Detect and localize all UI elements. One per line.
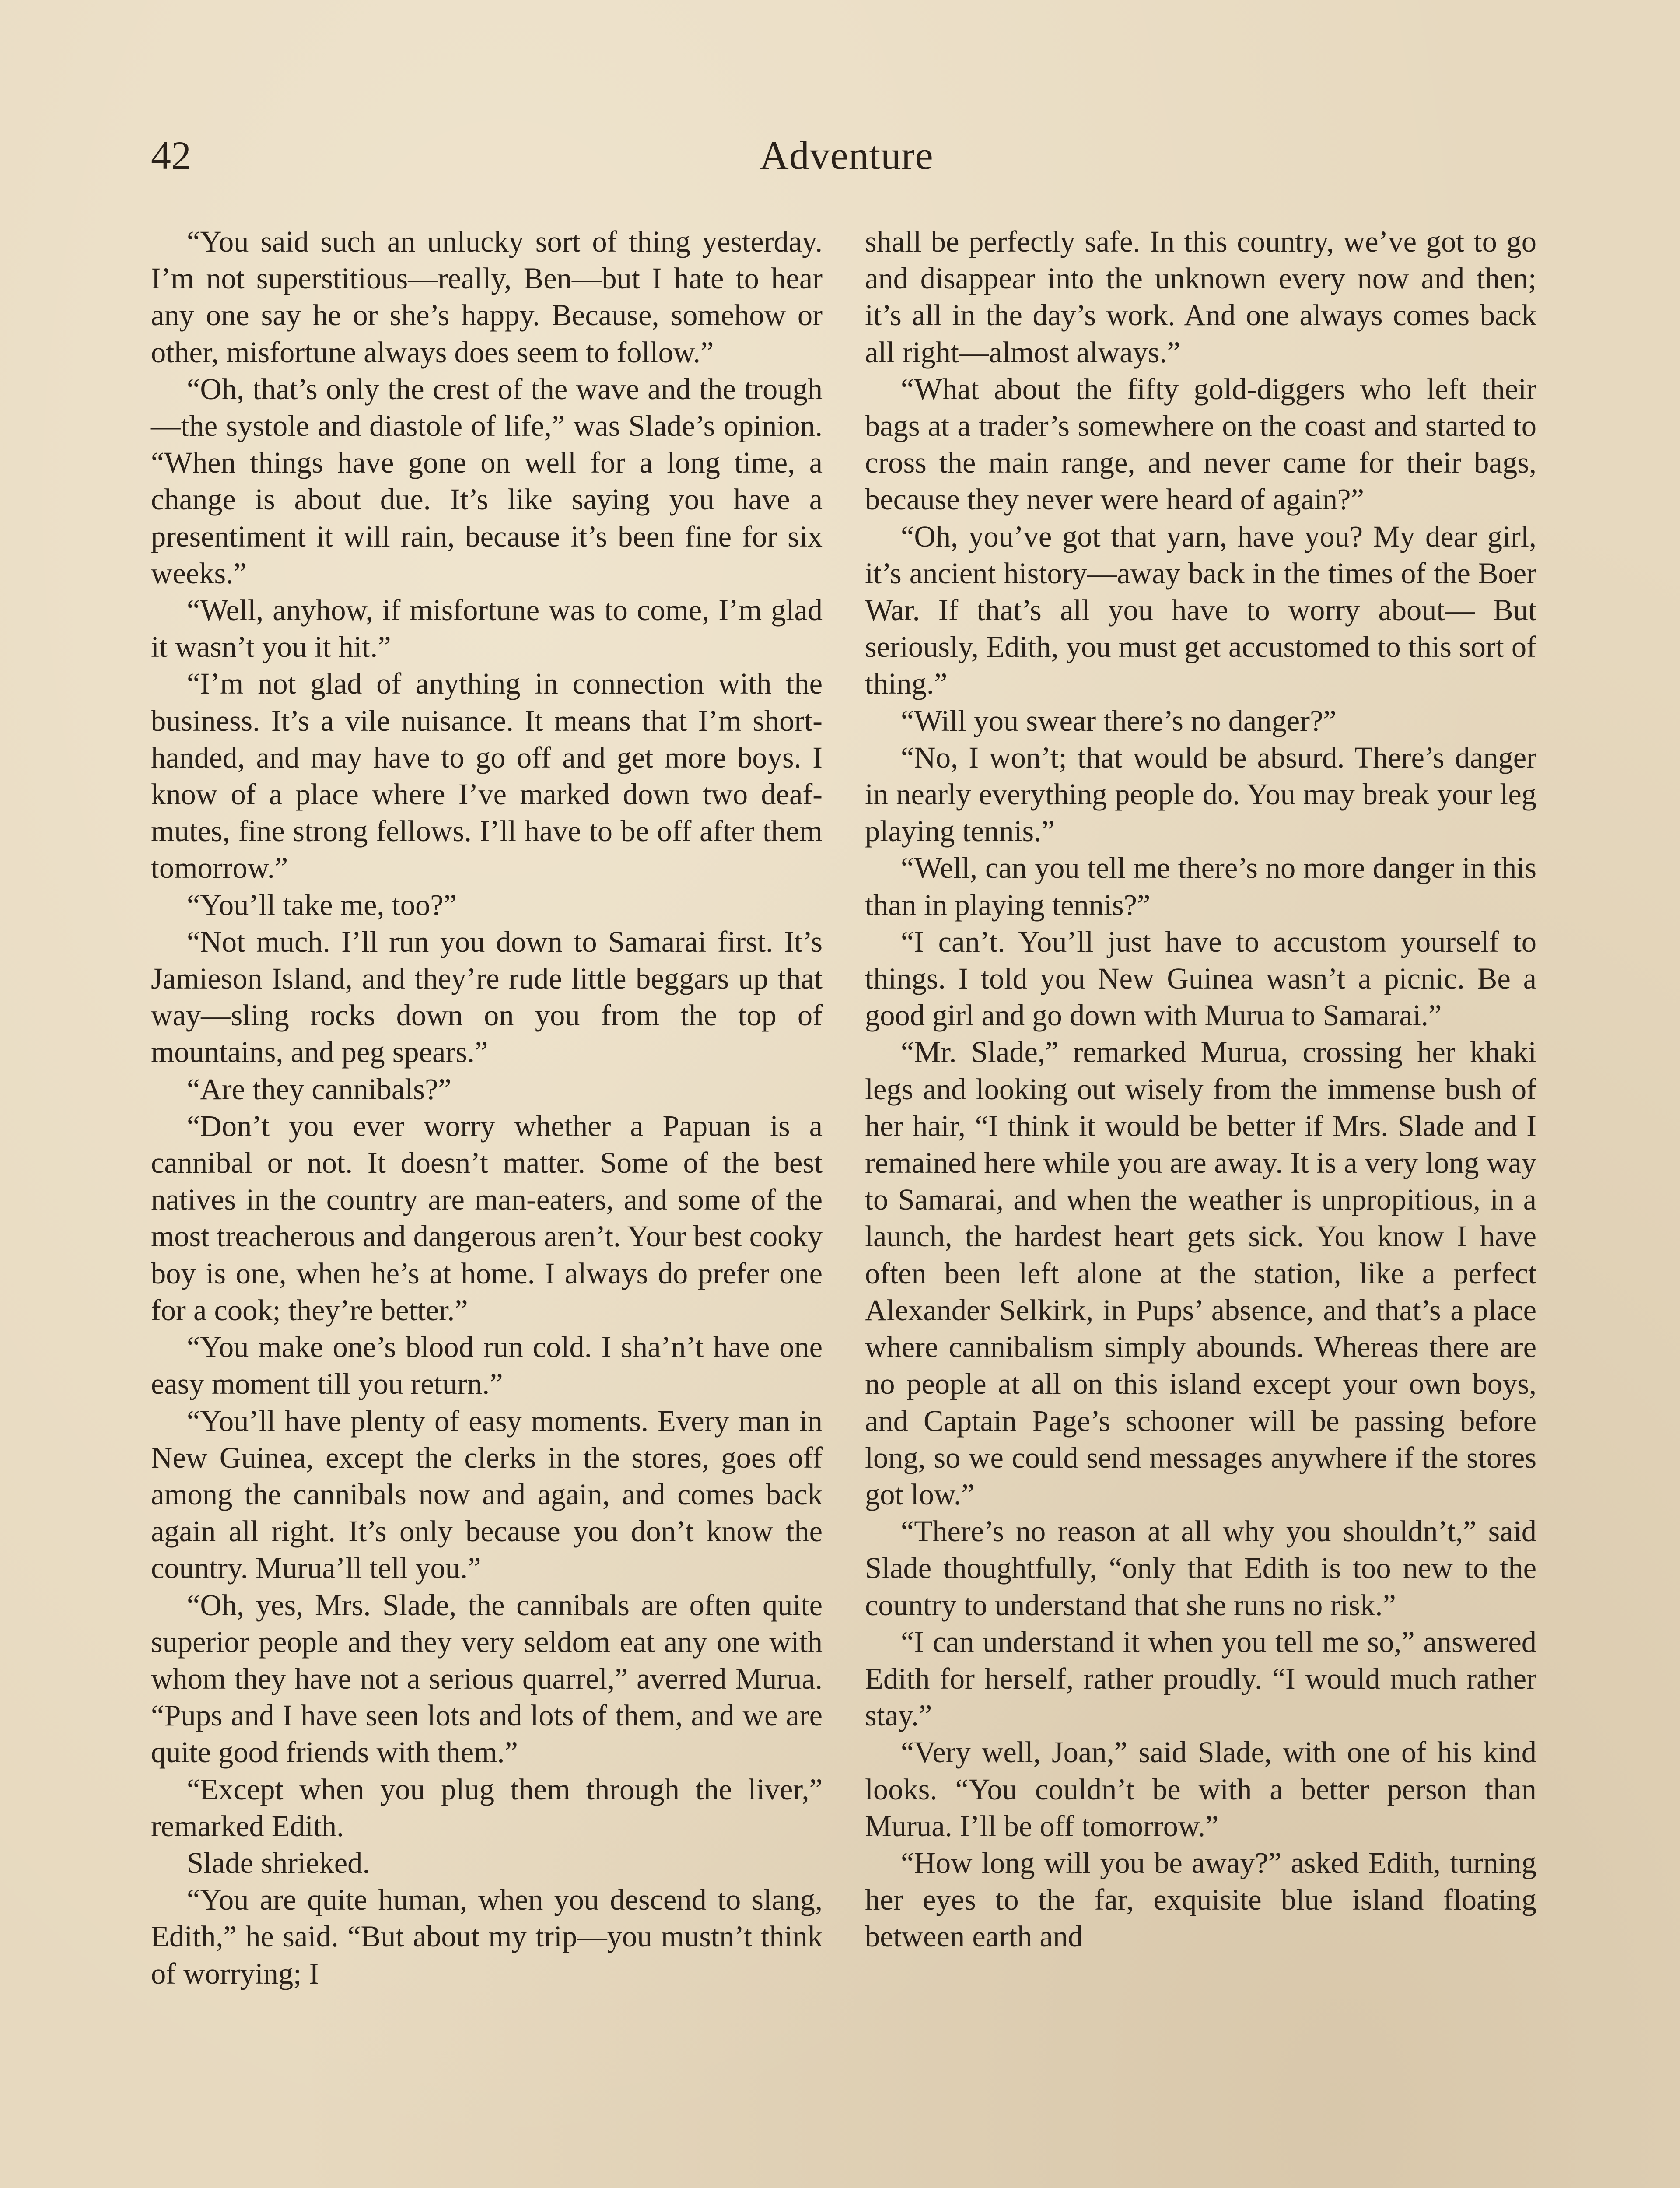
paragraph: “You are quite human, when you descend to slang, Edith,” he said. “But about my trip—you mustn’t think of worrying; I <box>151 1883 822 1990</box>
paragraph: “Oh, that’s only the crest of the wave and the trough—the systole and diastole of life,” was Slade’s opinion. “When things have gone on well for a long time, a change is about due. It’s like saying you have a presentiment it will rain, because it’s been fine for six weeks.” <box>151 372 822 590</box>
paragraph-continuation: shall be perfectly safe. In this country, we’ve got to go and disappear into the unknown every now and then; it’s all in the day’s work. And one always comes back all right—almost always.” <box>865 225 1536 369</box>
paragraph: “You’ll take me, too?” <box>187 888 457 922</box>
paragraph: “Oh, you’ve got that yarn, have you? My dear girl, it’s ancient history—away back in the times of the Boer War. If that’s all you have to worry about— But seriously, Edith, you must get accustomed to this sort of thing.” <box>865 519 1536 701</box>
paragraph: “Are they cannibals?” <box>187 1072 452 1106</box>
paragraph: “No, I won’t; that would be absurd. There’s danger in nearly everything people do. You may break your leg playing tennis.” <box>865 740 1536 848</box>
paragraph: “Not much. I’ll run you down to Samarai first. It’s Jamieson Island, and they’re rude little beggars up that way—sling rocks down on you from the top of mountains, and peg spears.” <box>151 925 822 1069</box>
left-column <box>151 223 822 2188</box>
running-title: Adventure <box>760 133 934 178</box>
paragraph: “Don’t you ever worry whether a Papuan is a cannibal or not. It doesn’t matter. Some of the best natives in the country are man-eaters, and some of the most treacherous and dangerous aren’t. Your best cooky boy is one, when he’s at home. I always do prefer one for a cook; they’re better.” <box>151 1109 822 1327</box>
paragraph: “Except when you plug them through the liver,” remarked Edith. <box>151 1772 822 1843</box>
paragraph: “You’ll have plenty of easy moments. Every man in New Guinea, except the clerks in the stores, goes off among the cannibals now and again, and comes back again all right. It’s only because you don’t know the country. Murua’ll tell you.” <box>151 1404 822 1585</box>
paragraph: “What about the fifty gold-diggers who left their bags at a trader’s somewhere on the coast and started to cross the main range, and never came for their bags, because they never were heard of again?” <box>865 372 1536 516</box>
paragraph: “Well, anyhow, if misfortune was to come, I’m glad it wasn’t you it hit.” <box>151 593 822 664</box>
paragraph: “I’m not glad of anything in connection with the business. It’s a vile nuisance. It means that I’m short-handed, and may have to go off and get more boys. I know of a place where I’ve marked down two deaf-mutes, fine strong fellows. I’ll have to be off after them tomorrow.” <box>151 667 822 885</box>
right-column <box>865 223 1536 2188</box>
paragraph: “Will you swear there’s no danger?” <box>901 704 1337 737</box>
paragraph: “I can understand it when you tell me so,” answered Edith for herself, rather proudly. “I would much rather stay.” <box>865 1625 1536 1732</box>
paragraph: “Oh, yes, Mrs. Slade, the cannibals are often quite superior people and they very seldom eat any one with whom they have not a serious quarrel,” averred Murua. “Pups and I have seen lots and lots of them, and we are quite good friends with them.” <box>151 1588 822 1769</box>
paragraph: “You make one’s blood run cold. I sha’n’t have one easy moment till you return.” <box>151 1330 822 1401</box>
paragraph: “Well, can you tell me there’s no more danger in this than in playing tennis?” <box>865 851 1536 922</box>
page-number: 42 <box>151 133 191 178</box>
paragraph: “You said such an unlucky sort of thing yesterday. I’m not superstitious—really, Ben—but I hate to hear any one say he or she’s happy. Because, somehow or other, misfortune always does seem to follow.” <box>151 225 822 369</box>
paragraph: Slade shrieked. <box>187 1846 370 1879</box>
paragraph: “How long will you be away?” asked Edith, turning her eyes to the far, exquisite blue island floating between earth and <box>865 1846 1536 1953</box>
paragraph: “I can’t. You’ll just have to accustom yourself to things. I told you New Guinea wasn’t a picnic. Be a good girl and go down with Murua to Samarai.” <box>865 925 1536 1032</box>
paragraph: “There’s no reason at all why you shouldn’t,” said Slade thoughtfully, “only that Edith is too new to the country to understand that she runs no risk.” <box>865 1515 1536 1622</box>
paragraph: “Very well, Joan,” said Slade, with one of his kind looks. “You couldn’t be with a better person than Murua. I’ll be off tomorrow.” <box>865 1736 1536 1843</box>
paragraph: “Mr. Slade,” remarked Murua, crossing her khaki legs and looking out wisely from the immense bush of her hair, “I think it would be better if Mrs. Slade and I remained here while you are away. It is a very long way to Samarai, and when the weather is unpropitious, in a launch, the hardest heart gets sick. You know I have often been left alone at the station, like a perfect Alexander Selkirk, in Pups’ absence, and that’s a place where cannibalism simply abounds. Whereas there are no people at all on this island except your own boys, and Captain Page’s schooner will be passing before long, so we could send messages anywhere if the stores got low.” <box>865 1035 1536 1511</box>
page-header <box>151 127 1542 184</box>
